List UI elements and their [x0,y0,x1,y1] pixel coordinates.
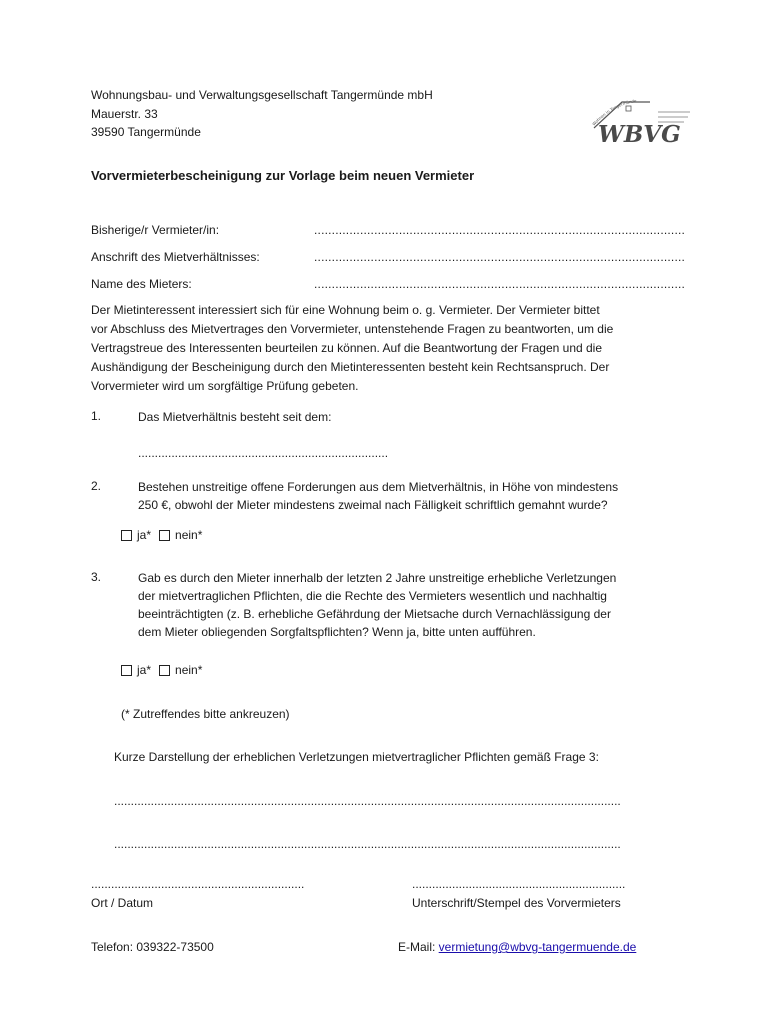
q3-line: der mietvertraglichen Pflichten, die die Rechte des Vermieters wesentlich und nachhaltig [138,589,607,603]
q2-no-checkbox[interactable] [159,530,170,541]
q2-text [138,478,618,514]
q2-line: 250 €, obwohl der Mieter mindestens zweimal nach Fälligkeit schriftlich gemahnt wurde? [138,498,608,512]
q2-line: Bestehen unstreitige offene Forderungen aus dem Mietverhältnis, in Höhe von mindestens [138,480,619,494]
field-line-tenant[interactable]: ......................................................................................................... [314,277,686,291]
signature-label: Unterschrift/Stempel des Vorvermieters [412,896,621,910]
place-date-label: Ort / Datum [91,896,154,910]
q2-number: 2. [91,479,102,493]
sender-city: 39590 Tangermünde [91,125,201,139]
q3-text [138,569,616,641]
sender-address [91,86,433,142]
signature-line[interactable]: ................................................................ [412,877,626,891]
q3-number: 3. [91,570,102,584]
q3-yes-checkbox[interactable] [121,665,132,676]
phone-number: Telefon: 039322-73500 [91,940,214,954]
intro-paragraph [91,301,671,396]
q1-number: 1. [91,409,102,423]
intro-line: Vertragstreue des Interessenten beurteilen zu können. Auf die Beantwortung der Fragen und die [91,341,603,355]
sender-street: Mauerstr. 33 [91,106,158,121]
wbvg-logo-graphic [588,96,696,150]
company-logo [588,96,696,150]
q3-line: dem Mieter obliegenden Sorgfaltspflichten? Wenn ja, bitte unten aufführen. [138,625,536,639]
svg-text:Wohnen in Tangermünde: Wohnen in Tangermünde [591,98,637,127]
intro-line: Vorvermieter wird um sorgfältige Prüfung gebeten. [91,379,359,393]
field-label-tenant: Name des Mieters: [91,277,192,291]
intro-line: Der Mietinteressent interessiert sich für eine Wohnung beim o. g. Vermieter. Der Vermieter bittet [91,303,600,317]
field-label-address: Anschrift des Mietverhältnisses: [91,250,260,264]
document-title: Vorvermieterbescheinigung zur Vorlage beim neuen Vermieter [91,168,475,183]
summary-line-2[interactable]: ........................................................................................................................................................ [114,837,621,851]
svg-text:WBVG: WBVG [598,121,681,148]
q3-line: beeinträchtigten (z. B. erhebliche Gefährdung der Mietsache durch Vernachlässigung der [138,607,611,621]
q3-no-label: nein* [175,663,203,677]
field-line-landlord[interactable]: ......................................................................................................... [314,223,686,237]
footnote: (* Zutreffendes bitte ankreuzen) [121,707,290,721]
q3-yes-label: ja* [137,663,152,677]
q1-text: Das Mietverhältnis besteht seit dem: [138,410,332,424]
q2-yes-label: ja* [137,528,152,542]
q2-yes-checkbox[interactable] [121,530,132,541]
intro-line: vor Abschluss des Mietvertrages den Vorvermieter, untenstehende Fragen zu beantworten, um die [91,322,614,336]
q2-no-label: nein* [175,528,203,542]
summary-line-1[interactable]: ........................................................................................................................................................ [114,794,621,808]
q3-line: Gab es durch den Mieter innerhalb der letzten 2 Jahre unstreitige erhebliche Verletzungen [138,571,617,585]
sender-company: Wohnungsbau- und Verwaltungsgesellschaft Tangermünde mbH [91,88,433,102]
q2-options [121,528,202,542]
email-line [398,939,636,956]
field-label-landlord: Bisherige/r Vermieter/in: [91,223,220,237]
field-line-address[interactable]: ......................................................................................................... [314,250,686,264]
place-date-line[interactable]: ................................................................ [91,877,305,891]
email-prefix: E-Mail: [398,940,439,954]
q3-no-checkbox[interactable] [159,665,170,676]
q1-date-line[interactable]: ........................................................................... [138,446,389,460]
q3-options [121,663,202,677]
intro-line: Aushändigung der Bescheinigung durch den Mietinteressenten besteht kein Rechtsanspruch. Der [91,360,610,374]
summary-label: Kurze Darstellung der erheblichen Verletzungen mietvertraglicher Pflichten gemäß Frage 3: [114,750,599,764]
email-link[interactable]: vermietung@wbvg-tangermuende.de [438,940,637,954]
